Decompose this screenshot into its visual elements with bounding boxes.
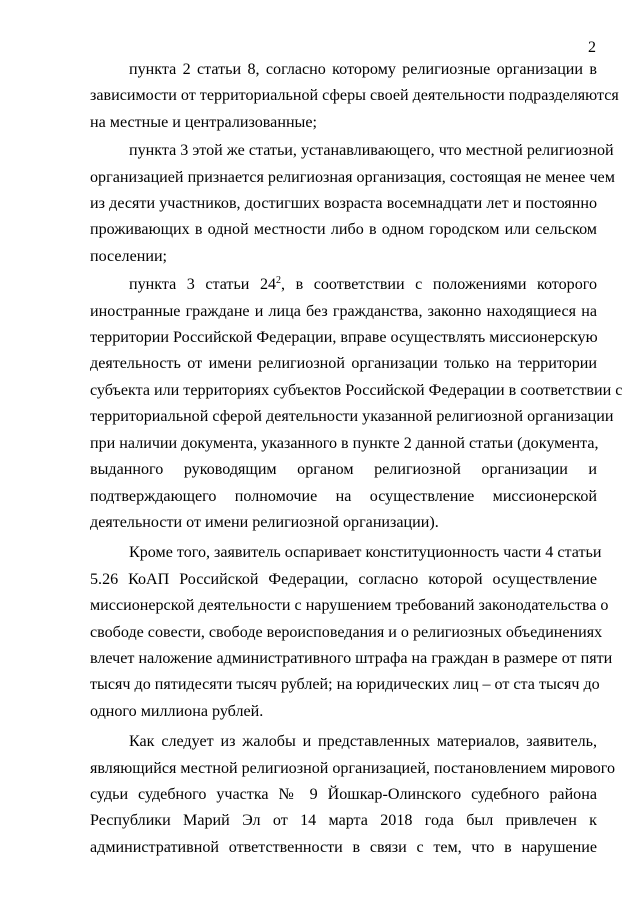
text-line: подтверждающего полномочие на осуществление миссионерской bbox=[90, 487, 597, 505]
text-line: Кроме того, заявитель оспаривает конституционность части 4 статьи bbox=[129, 544, 602, 562]
text-fragment: пункта 3 статьи 24 bbox=[129, 276, 277, 294]
text-line: пункта 3 этой же статьи, устанавливающего, что местной религиозной bbox=[129, 142, 614, 160]
paragraph-article-8-point-2 bbox=[90, 57, 619, 136]
text-line: иностранные граждане и лица без гражданства, законно находящиеся на bbox=[90, 302, 597, 320]
text-fragment: , в соответствии с положениями которого bbox=[281, 276, 597, 294]
document-body bbox=[90, 57, 623, 861]
text-line: влечет наложение административного штрафа на граждан в размере от пяти bbox=[90, 649, 613, 667]
paragraph-article-8-point-3 bbox=[90, 138, 615, 270]
text-line: деятельности от имени религиозной организации). bbox=[90, 513, 439, 531]
text-line bbox=[90, 272, 597, 298]
text-line: проживающих в одной местности либо в одном городском или сельском bbox=[90, 221, 597, 239]
text-line: судьи судебного участка № 9 Йошкар-Олинского судебного района bbox=[90, 785, 597, 803]
text-line: Как следует из жалобы и представленных материалов, заявитель, bbox=[129, 733, 597, 751]
paragraph-case-facts bbox=[90, 729, 616, 861]
text-line: поселении; bbox=[90, 247, 168, 265]
paragraph-article-24-2-point-3 bbox=[90, 272, 623, 536]
text-line: пункта 2 статьи 8, согласно которому религиозные организации в bbox=[129, 61, 597, 78]
text-line: территории Российской Федерации, вправе осуществлять миссионерскую bbox=[90, 329, 598, 347]
text-line: выданного руководящим органом религиозной организации и bbox=[90, 461, 597, 479]
text-line: одного миллиона рублей. bbox=[90, 702, 264, 720]
text-line: при наличии документа, указанного в пункте 2 данной статьи (документа, bbox=[90, 434, 599, 452]
text-line: тысяч до пятидесяти тысяч рублей; на юридических лиц – от ста тысяч до bbox=[90, 676, 600, 694]
superscript-index: 2 bbox=[276, 275, 282, 287]
text-line: организацией признается религиозная организация, состоящая не менее чем bbox=[90, 168, 615, 186]
text-line: зависимости от территориальной сферы своей деятельности подразделяются bbox=[90, 87, 619, 105]
text-line: территориальной сферой деятельности указанной религиозной организации bbox=[90, 408, 614, 426]
text-line: субъекта или территориях субъектов Российской Федерации в соответствии с bbox=[90, 381, 623, 399]
text-line: административной ответственности в связи с тем, что в нарушение bbox=[90, 838, 597, 856]
text-line: деятельность от имени религиозной организации только на территории bbox=[90, 355, 597, 373]
text-line: свободе совести, свободе вероисповедания и о религиозных объединениях bbox=[90, 623, 603, 641]
text-line: 5.26 КоАП Российской Федерации, согласно которой осуществление bbox=[90, 570, 597, 588]
text-line: миссионерской деятельности с нарушением требований законодательства о bbox=[90, 597, 609, 615]
text-line: на местные и централизованные; bbox=[90, 113, 317, 131]
text-line: Республики Марий Эл от 14 марта 2018 года был привлечен к bbox=[90, 812, 597, 830]
text-line: являющийся местной религиозной организацией, постановлением мирового bbox=[90, 759, 616, 777]
page-number: 2 bbox=[588, 39, 596, 56]
text-line: из десяти участников, достигших возраста восемнадцати лет и постоянно bbox=[90, 195, 597, 213]
paragraph-koap-5-26 bbox=[90, 540, 613, 725]
